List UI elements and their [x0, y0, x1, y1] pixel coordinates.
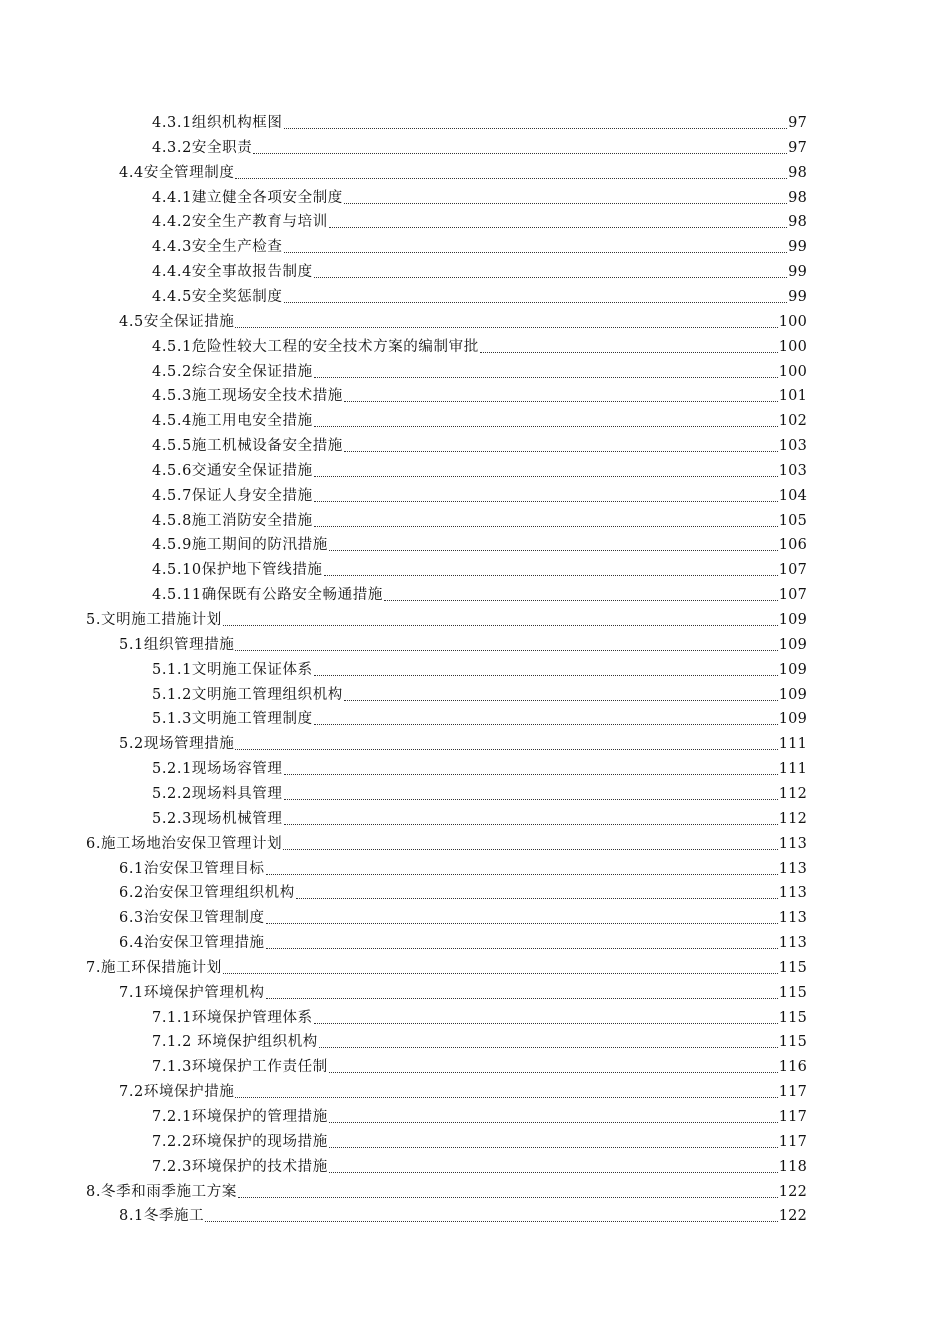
toc-entry-title: 7.1.2 环境保护组织机构	[152, 1034, 318, 1051]
toc-entry-title: 5.2.1现场场容管理	[152, 761, 283, 778]
toc-entry[interactable]	[152, 112, 807, 134]
toc-entry[interactable]	[86, 833, 807, 855]
toc-entry-page-number: 105	[778, 512, 807, 529]
toc-dot-leader	[324, 574, 778, 576]
toc-entry-title: 4.5.5施工机械设备安全措施	[152, 438, 343, 455]
toc-dot-leader	[296, 897, 778, 899]
toc-entry-title: 6.施工场地治安保卫管理计划	[86, 835, 283, 852]
toc-dot-leader	[344, 699, 778, 701]
toc-entry-title: 7.1.3环境保护工作责任制	[152, 1059, 328, 1076]
toc-dot-leader	[344, 202, 787, 204]
toc-dot-leader	[329, 549, 778, 551]
toc-entry-page-number: 111	[778, 761, 807, 778]
toc-entry-page-number: 122	[778, 1183, 807, 1200]
toc-entry-title: 7.2.3环境保护的技术措施	[152, 1158, 328, 1175]
toc-entry[interactable]	[119, 162, 807, 184]
toc-entry-page-number: 113	[778, 860, 807, 877]
toc-entry[interactable]	[152, 361, 807, 383]
toc-entry[interactable]	[152, 783, 807, 805]
toc-dot-leader	[314, 475, 778, 477]
toc-entry-title: 4.4.5安全奖惩制度	[152, 288, 283, 305]
toc-dot-leader	[223, 624, 778, 626]
toc-entry-page-number: 100	[778, 338, 807, 355]
toc-dot-leader	[266, 997, 778, 999]
toc-entry-page-number: 101	[778, 388, 807, 405]
toc-entry-page-number: 113	[778, 910, 807, 927]
toc-dot-leader	[314, 525, 778, 527]
toc-entry[interactable]	[86, 609, 807, 631]
toc-entry-title: 7.2.2环境保护的现场措施	[152, 1133, 328, 1150]
toc-entry[interactable]	[119, 858, 807, 880]
toc-entry-title: 5.1.3文明施工管理制度	[152, 711, 313, 728]
toc-dot-leader	[284, 127, 788, 129]
toc-entry-page-number: 98	[788, 164, 807, 181]
toc-dot-leader	[314, 1022, 778, 1024]
toc-entry[interactable]	[152, 534, 807, 556]
toc-dot-leader	[314, 425, 778, 427]
toc-entry-page-number: 109	[778, 711, 807, 728]
toc-dot-leader	[314, 723, 778, 725]
toc-dot-leader	[314, 276, 787, 278]
toc-entry[interactable]	[152, 708, 807, 730]
toc-entry-page-number: 100	[778, 363, 807, 380]
toc-entry-title: 8.冬季和雨季施工方案	[86, 1183, 237, 1200]
toc-entry[interactable]	[152, 485, 807, 507]
toc-entry-page-number: 97	[788, 139, 807, 156]
toc-entry-title: 4.4.1建立健全各项安全制度	[152, 189, 343, 206]
toc-entry-title: 4.3.1组织机构框图	[152, 115, 283, 131]
toc-entry[interactable]	[86, 957, 807, 979]
toc-entry[interactable]	[119, 982, 807, 1004]
toc-entry[interactable]	[152, 584, 807, 606]
toc-entry[interactable]	[152, 460, 807, 482]
toc-dot-leader	[266, 922, 778, 924]
toc-entry-title: 5.文明施工措施计划	[86, 612, 222, 628]
toc-entry-title: 5.1.1文明施工保证体系	[152, 661, 313, 678]
toc-entry-page-number: 99	[788, 288, 807, 305]
toc-entry[interactable]	[152, 559, 807, 581]
toc-dot-leader	[283, 848, 777, 850]
toc-entry-title: 5.1组织管理措施	[119, 636, 235, 653]
toc-dot-leader	[284, 798, 778, 800]
toc-dot-leader	[284, 251, 788, 253]
toc-entry-title: 5.2.3现场机械管理	[152, 810, 283, 827]
toc-entry-page-number: 117	[778, 1109, 807, 1125]
toc-entry[interactable]	[152, 1007, 807, 1029]
toc-entry-title: 4.5安全保证措施	[119, 313, 235, 330]
toc-entry-page-number: 112	[778, 810, 807, 827]
toc-entry-page-number: 103	[778, 438, 807, 455]
toc-entry[interactable]	[119, 733, 807, 755]
toc-entry-title: 4.5.9施工期间的防汛措施	[152, 537, 328, 554]
toc-entry-title: 4.5.2综合安全保证措施	[152, 363, 313, 380]
toc-entry-page-number: 115	[778, 1034, 807, 1051]
toc-entry-title: 5.2.2现场料具管理	[152, 785, 283, 802]
toc-dot-leader	[266, 873, 778, 875]
toc-entry-page-number: 109	[778, 661, 807, 678]
toc-entry-page-number: 104	[778, 487, 807, 504]
toc-dot-leader	[314, 674, 778, 676]
toc-entry-title: 4.5.8施工消防安全措施	[152, 512, 313, 529]
toc-entry[interactable]	[86, 1181, 807, 1203]
toc-entry[interactable]	[152, 336, 807, 358]
toc-entry-title: 4.4.4安全事故报告制度	[152, 264, 313, 281]
toc-entry[interactable]	[119, 634, 807, 656]
toc-entry-page-number: 103	[778, 462, 807, 479]
toc-entry[interactable]	[152, 137, 807, 159]
toc-entry-title: 4.5.11确保既有公路安全畅通措施	[152, 587, 383, 604]
toc-dot-leader	[238, 1196, 778, 1198]
toc-entry[interactable]	[152, 684, 807, 706]
toc-dot-leader	[329, 1121, 778, 1123]
toc-entry-title: 7.施工环保措施计划	[86, 959, 222, 976]
toc-entry-page-number: 107	[778, 562, 807, 579]
toc-entry-title: 4.5.1危险性较大工程的安全技术方案的编制审批	[152, 338, 479, 355]
toc-entry-title: 4.4安全管理制度	[119, 164, 235, 181]
toc-entry-page-number: 113	[778, 885, 807, 902]
toc-entry[interactable]	[152, 187, 807, 209]
toc-entry[interactable]	[119, 907, 807, 929]
toc-entry[interactable]	[152, 659, 807, 681]
toc-dot-leader	[284, 301, 788, 303]
toc-entry[interactable]	[152, 236, 807, 258]
toc-entry[interactable]	[152, 261, 807, 283]
toc-dot-leader	[384, 599, 778, 601]
toc-dot-leader	[284, 823, 778, 825]
toc-entry-page-number: 112	[778, 785, 807, 802]
toc-entry-page-number: 113	[778, 935, 807, 952]
toc-entry-page-number: 115	[778, 1009, 807, 1026]
toc-entry-title: 4.5.10保护地下管线措施	[152, 562, 323, 579]
toc-entry[interactable]	[152, 286, 807, 308]
toc-dot-leader	[223, 972, 778, 974]
toc-entry[interactable]	[152, 510, 807, 532]
toc-entry-title: 8.1冬季施工	[119, 1208, 205, 1225]
toc-entry-title: 5.2现场管理措施	[119, 736, 235, 753]
toc-entry[interactable]	[152, 1156, 807, 1178]
toc-entry-title: 7.1环境保护管理机构	[119, 984, 265, 1001]
toc-dot-leader	[235, 326, 777, 328]
toc-entry-page-number: 107	[778, 587, 807, 604]
toc-entry-title: 7.2环境保护措施	[119, 1084, 235, 1101]
toc-entry-page-number: 113	[778, 835, 807, 852]
toc-entry-page-number: 98	[788, 214, 807, 231]
toc-entry-title: 4.5.7保证人身安全措施	[152, 487, 313, 504]
toc-dot-leader	[235, 1096, 777, 1098]
toc-entry[interactable]	[119, 311, 807, 333]
toc-entry-page-number: 122	[778, 1208, 807, 1225]
toc-entry[interactable]	[152, 808, 807, 830]
toc-entry-page-number: 109	[778, 612, 807, 628]
toc-entry-page-number: 116	[778, 1059, 807, 1076]
toc-entry-title: 4.5.3施工现场安全技术措施	[152, 388, 343, 405]
toc-entry-title: 6.1治安保卫管理目标	[119, 860, 265, 877]
toc-entry-page-number: 100	[778, 313, 807, 330]
toc-entry-title: 7.2.1环境保护的管理措施	[152, 1109, 328, 1125]
toc-entry-page-number: 98	[788, 189, 807, 206]
toc-entry[interactable]	[152, 435, 807, 457]
toc-entry[interactable]	[119, 1205, 807, 1227]
toc-entry-title: 6.2治安保卫管理组织机构	[119, 885, 295, 902]
toc-entry-title: 4.5.6交通安全保证措施	[152, 462, 313, 479]
toc-entry-page-number: 106	[778, 537, 807, 554]
toc-dot-leader	[344, 400, 778, 402]
toc-entry-title: 4.4.3安全生产检查	[152, 239, 283, 256]
toc-entry-page-number: 99	[788, 264, 807, 281]
toc-dot-leader	[319, 1046, 778, 1048]
toc-entry-title: 4.3.2安全职责	[152, 139, 253, 156]
toc-dot-leader	[235, 177, 787, 179]
toc-entry-page-number: 109	[778, 636, 807, 653]
toc-dot-leader	[329, 1071, 778, 1073]
toc-entry[interactable]	[152, 410, 807, 432]
toc-entry-title: 6.3治安保卫管理制度	[119, 910, 265, 927]
toc-entry-page-number: 115	[778, 984, 807, 1001]
toc-entry-title: 7.1.1环境保护管理体系	[152, 1009, 313, 1026]
toc-entry[interactable]	[152, 758, 807, 780]
toc-entry-page-number: 109	[778, 686, 807, 703]
toc-entry-page-number: 115	[778, 959, 807, 976]
toc-dot-leader	[253, 152, 787, 154]
toc-entry[interactable]	[152, 1031, 807, 1053]
toc-dot-leader	[314, 376, 778, 378]
toc-dot-leader	[284, 773, 778, 775]
toc-entry[interactable]	[119, 882, 807, 904]
toc-dot-leader	[235, 649, 777, 651]
toc-entry-page-number: 102	[778, 413, 807, 430]
toc-entry-page-number: 111	[778, 736, 807, 753]
toc-dot-leader	[205, 1220, 777, 1222]
toc-dot-leader	[480, 351, 778, 353]
toc-entry[interactable]	[119, 1081, 807, 1103]
toc-entry[interactable]	[152, 1106, 807, 1128]
toc-entry-title: 6.4治安保卫管理措施	[119, 935, 265, 952]
toc-entry-title: 4.4.2安全生产教育与培训	[152, 214, 328, 231]
toc-entry-page-number: 99	[788, 239, 807, 256]
toc-dot-leader	[329, 1171, 778, 1173]
toc-dot-leader	[314, 500, 778, 502]
toc-dot-leader	[266, 947, 778, 949]
toc-dot-leader	[329, 1146, 778, 1148]
toc-dot-leader	[235, 748, 777, 750]
toc-entry[interactable]	[152, 1056, 807, 1078]
toc-entry[interactable]	[152, 385, 807, 407]
toc-entry-title: 4.5.4施工用电安全措施	[152, 413, 313, 430]
toc-entry-page-number: 118	[778, 1158, 807, 1175]
toc-entry-page-number: 117	[778, 1084, 807, 1101]
toc-entry-page-number: 97	[788, 115, 807, 131]
toc-entry[interactable]	[152, 1131, 807, 1153]
toc-dot-leader	[344, 450, 778, 452]
toc-entry-title: 5.1.2文明施工管理组织机构	[152, 686, 343, 703]
toc-entry[interactable]	[119, 932, 807, 954]
toc-dot-leader	[329, 226, 787, 228]
toc-entry-page-number: 117	[778, 1133, 807, 1150]
toc-entry[interactable]	[152, 211, 807, 233]
